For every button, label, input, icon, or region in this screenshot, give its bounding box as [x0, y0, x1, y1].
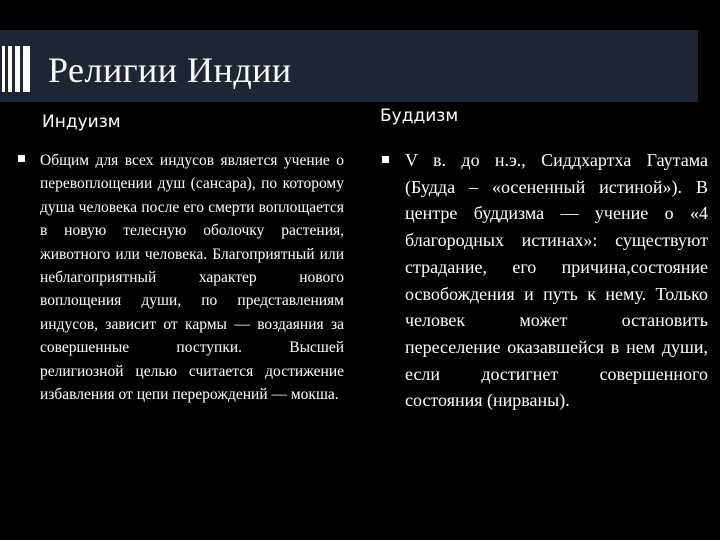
hinduism-text: Общим для всех индусов является учение о перевоплощении душ (сансара), по которому душа человека после его смерти воплощается в новую телесную оболочку растения, животного или человека. Благоприятный или неблагоприятный характер нового воплощения души, по представлениям индусов, зависит от кармы — воздаяния за совершенные поступки. Высшей религиозной целью считается достижение избавления от цепи перерождений — мокша.: [40, 152, 344, 404]
slide-title: Религии Индии: [48, 50, 292, 90]
buddhism-column: [382, 147, 708, 414]
hinduism-column: [18, 149, 344, 406]
square-bullet-icon: [18, 155, 25, 162]
buddhism-heading: Буддизм: [380, 106, 459, 126]
buddhism-text: V в. до н.э., Сиддхартха Гаутама (Будда – «осененный истиной»). В центре буддизма — учение о «4 благородных истинах»: существуют страдание, его причина,состояние освобождения и путь к нему. Только человек может остановить переселение оказавшейся в нем души, если достигнет совершенного состояния (нирваны).: [405, 150, 708, 411]
square-bullet-icon: [382, 156, 389, 163]
hinduism-heading: Индуизм: [42, 112, 121, 132]
title-stripes-decoration: [0, 46, 32, 92]
